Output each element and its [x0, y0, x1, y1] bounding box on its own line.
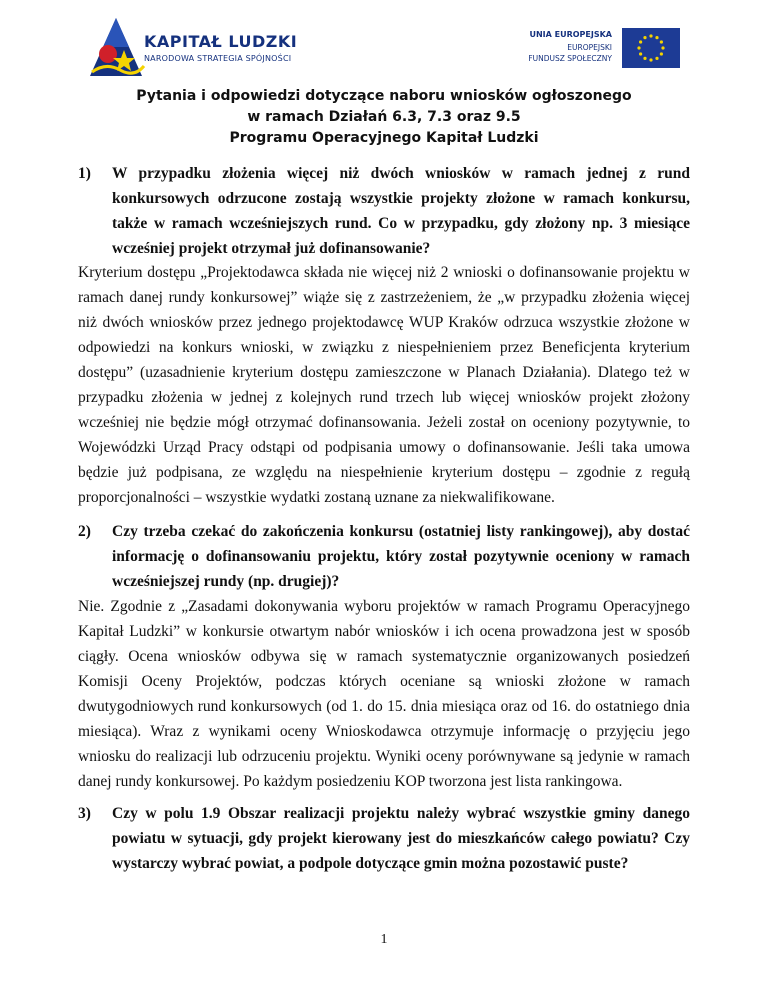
eu-star-icon: [660, 52, 663, 55]
eu-star-icon: [639, 52, 642, 55]
eu-star-icon: [649, 34, 652, 37]
eu-line-1: UNIA EUROPEJSKA: [529, 30, 612, 39]
eu-star-icon: [655, 57, 658, 60]
document-title: [0, 86, 768, 149]
logo-title: KAPITAŁ LUDZKI: [144, 32, 298, 51]
eu-star-icon: [655, 36, 658, 39]
eu-line-3: FUNDUSZ SPOŁECZNY: [528, 54, 612, 63]
answer-1: Kryterium dostępu „Projektodawca składa nie więcej niż 2 wnioski o dofinansowanie projektu w ramach danej rundy konkursowej” wiąże się z zastrzeżeniem, że „w przypadku złożenia więcej niż dwóch wniosków przez jednego projektodawcę WUP Kraków odrzuca wszystkie złożone w odpowiedzi na konkurs wnioski, w związku z niespełnieniem przez Beneficjenta kryterium dostępu” (uzasadnienie kryterium dostępu zamieszczone w Planach Działania). Dlatego też w przypadku złożenia w jednej z kolejnych rund trzech lub więcej wniosków projekt złożony wcześniej nie będzie mógł otrzymać dofinansowania. Jeżeli został on oceniony pozytywnie, to Wojewódzki Urząd Pracy odstąpi od podpisania umowy o dofinansowanie. Jeśli taka umowa będzie już podpisana, ze względu na niespełnienie kryterium dostępu – zgodnie z regułą proporcjonalności – wszystkie wydatki zostaną uznane za niekwalifikowane.: [78, 264, 690, 506]
eu-logo: [510, 28, 680, 72]
question-2: [78, 519, 690, 594]
eu-star-icon: [643, 57, 646, 60]
logo-subtitle: NARODOWA STRATEGIA SPÓJNOŚCI: [144, 54, 292, 63]
eu-star-icon: [660, 40, 663, 43]
question-number: 2): [78, 523, 91, 540]
kapital-ludzki-logo: [88, 14, 328, 80]
answer-2: Nie. Zgodnie z „Zasadami dokonywania wyboru projektów w ramach Programu Operacyjnego Kapitał Ludzki” w konkursie otwartym nabór wniosków i ich ocena prowadzona jest w sposób ciągły. Ocena wniosków odbywa się w ramach systematycznie organizowanych posiedzeń Komisji Oceny Projektów, podczas których oceniane są wnioski złożone w ramach dwutygodniowych rund konkursowych (od 1. do 15. dnia miesiąca oraz od 16. do ostatniego dnia miesiąca). Wraz z wynikami oceny Wnioskodawca otrzymuje informację o przyjęciu jego wniosku do realizacji lub odrzuceniu projektu. Wyniki oceny porównywane są jedynie w ramach danej rundy konkursowej. Po każdym posiedzeniu KOP tworzona jest lista rankingowa.: [78, 598, 690, 790]
eu-star-icon: [639, 40, 642, 43]
kapital-ludzki-emblem-icon: [86, 14, 146, 80]
question-text: W przypadku złożenia więcej niż dwóch wniosków w ramach jednej z rund konkursowych odrzucone zostają wszystkie projekty złożone w ramach konkursu, także w ramach wcześniejszych rund. Co w przypadku, gdy złożony np. 3 miesiące wcześniej projekt otrzymał już dofinansowanie?: [112, 165, 690, 257]
question-text: Czy trzeba czekać do zakończenia konkursu (ostatniej listy rankingowej), aby dostać informację o dofinansowaniu projektu, który został pozytywnie oceniony w ramach wcześniejszej rundy (np. drugiej)?: [112, 523, 690, 590]
question-1: [78, 161, 690, 261]
question-text: Czy w polu 1.9 Obszar realizacji projektu należy wybrać wszystkie gminy danego powiatu w sytuacji, gdy projekt kierowany jest do mieszkańców całego powiatu? Czy wystarczy wybrać powiat, a podpole dotyczące gmin można pozostawić puste?: [112, 805, 690, 872]
question-3: [78, 801, 690, 876]
eu-star-icon: [643, 36, 646, 39]
question-number: 3): [78, 805, 91, 822]
title-line-1: Pytania i odpowiedzi dotyczące naboru wniosków ogłoszonego: [136, 88, 632, 104]
page-number: 1: [380, 932, 388, 947]
eu-star-icon: [637, 46, 640, 49]
eu-star-icon: [649, 58, 652, 61]
question-number: 1): [78, 165, 91, 182]
title-line-2: w ramach Działań 6.3, 7.3 oraz 9.5: [247, 109, 521, 125]
eu-line-2: EUROPEJSKI: [567, 43, 612, 52]
eu-flag-icon: [622, 28, 680, 68]
title-line-3: Programu Operacyjnego Kapitał Ludzki: [229, 130, 539, 146]
page-header: [0, 0, 768, 90]
eu-star-icon: [661, 46, 664, 49]
